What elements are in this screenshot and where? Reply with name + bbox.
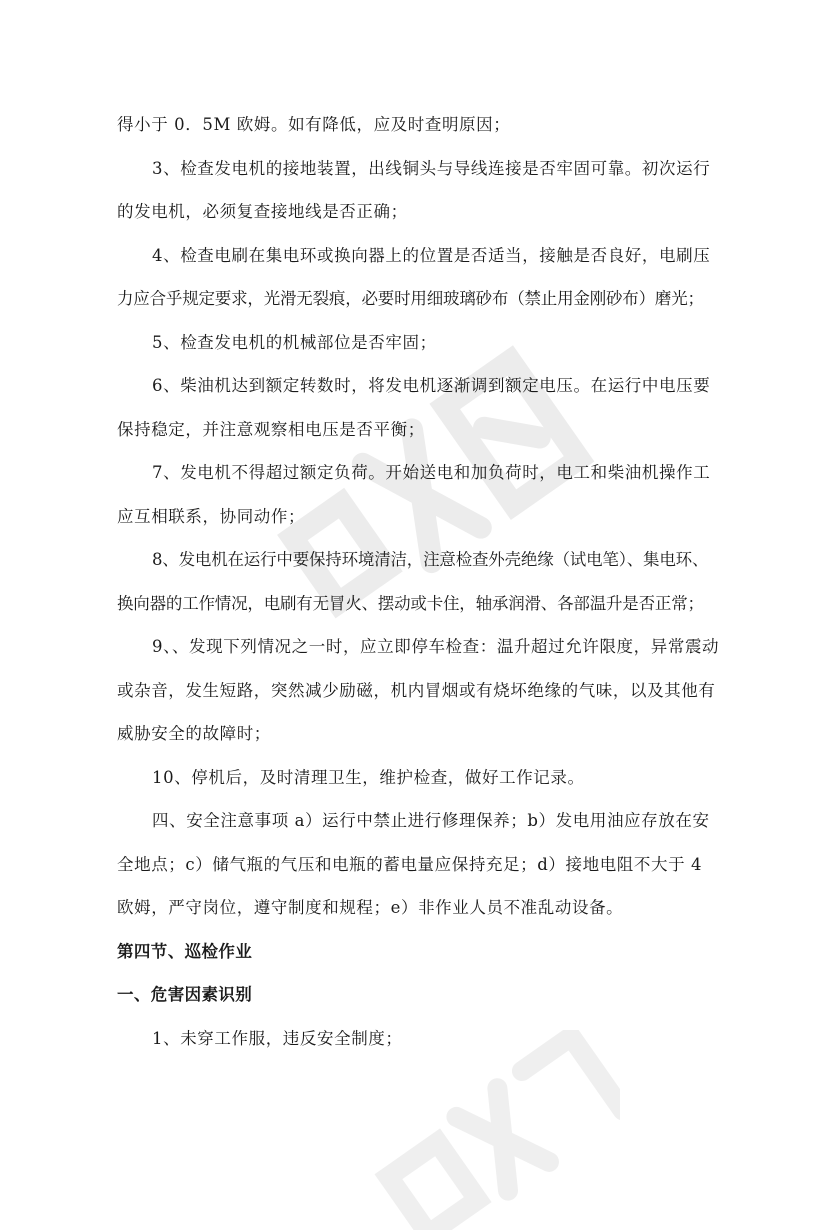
- text-line: 1、未穿工作服，违反安全制度；: [152, 1029, 403, 1048]
- text-line: 得小于 0．5M 欧姆。如有降低，应及时查明原因；: [117, 115, 511, 134]
- text-line: 威胁安全的故障时；: [117, 724, 271, 743]
- text-line: 换向器的工作情况，电刷有无冒火、摆动或卡住，轴承润滑、各部温升是否正常；: [117, 594, 704, 613]
- text-line: 8、发电机在运行中要保持环境清洁，注意检查外壳绝缘（试电笔）、集电环、: [152, 550, 709, 569]
- text-line: 四、安全注意事项 a）运行中禁止进行修理保养；b）发电用油应存放在安: [152, 811, 710, 830]
- text-line: 应互相联系，协同动作；: [117, 507, 306, 526]
- text-line: 力应合乎规定要求，光滑无裂痕，必要时用细玻璃砂布（禁止用金刚砂布）磨光；: [117, 289, 704, 308]
- text-line: 或杂音，发生短路，突然减少励磁，机内冒烟或有烧坏绝缘的气味，以及其他有: [117, 681, 716, 700]
- watermark-logo-bottom: [360, 1030, 620, 1230]
- text-line: 保持稳定，并注意观察相电压是否平衡；: [117, 420, 425, 439]
- text-line: 9、、发现下列情况之一时，应立即停车检查：温升超过允许限度，异常震动: [152, 637, 720, 656]
- text-line: 的发电机，必须复查接地线是否正确；: [117, 202, 408, 221]
- subsection-heading: 一、危害因素识别: [117, 985, 253, 1004]
- text-line: 全地点；c）储气瓶的气压和电瓶的蓄电量应保持充足；d）接地电阻不大于 4: [117, 855, 703, 874]
- section-heading: 第四节、巡检作业: [117, 942, 253, 961]
- text-line: 6、柴油机达到额定转数时，将发电机逐渐调到额定电压。在运行中电压要: [152, 376, 711, 395]
- text-line: 3、检查发电机的接地装置，出线铜头与导线连接是否牢固可靠。初次运行: [152, 159, 711, 178]
- text-line: 10、停机后，及时清理卫生，维护检查，做好工作记录。: [152, 768, 585, 787]
- text-line: 5、检查发电机的机械部位是否牢固；: [152, 333, 437, 352]
- text-line: 欧姆，严守岗位，遵守制度和规程；e）非作业人员不准乱动设备。: [117, 898, 624, 917]
- text-line: 7、发电机不得超过额定负荷。开始送电和加负荷时，电工和柴油机操作工: [152, 463, 711, 482]
- text-line: 4、检查电刷在集电环或换向器上的位置是否适当，接触是否良好，电刷压: [152, 246, 711, 265]
